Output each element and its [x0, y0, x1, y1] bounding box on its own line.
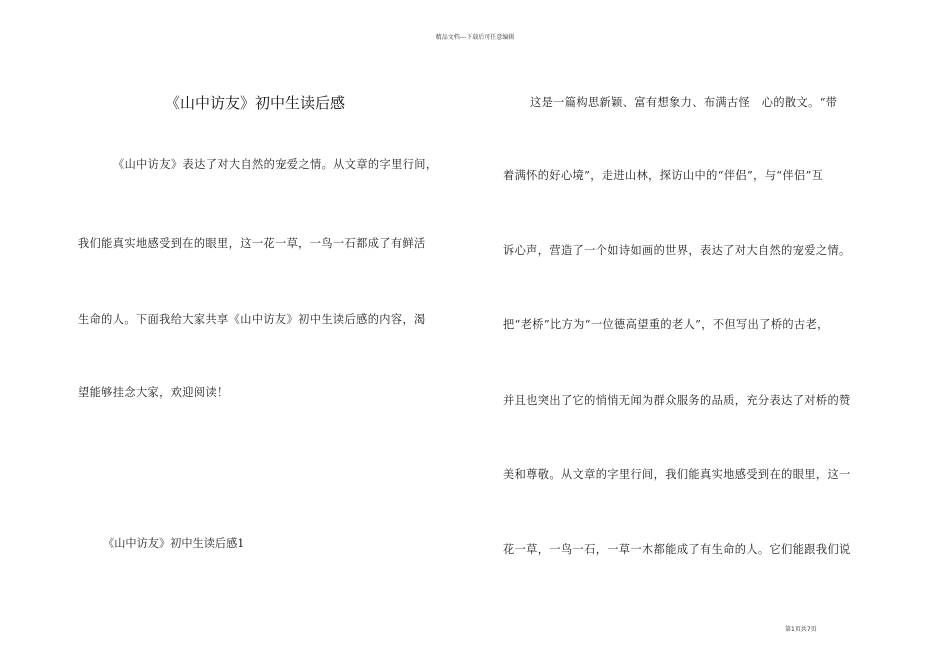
article-title: 《山中访友》初中生读后感	[165, 94, 346, 112]
page-number: 第1页共7页	[785, 626, 817, 633]
right-paragraph-line: 美和尊敬。从文章的字里行间，我们能真实地感受到在的眼里，这一	[503, 468, 851, 481]
right-paragraph-line: 并且也突出了它的悄悄无闻为群众服务的品质，充分表达了对桥的赞	[503, 394, 851, 407]
right-paragraph-line: 这是一篇构思新颖、富有想象力、布满古怪 心的散文。“带	[530, 96, 838, 109]
left-paragraph-line: 生命的人。下面我给大家共享《山中访友》初中生读后感的内容，渴	[78, 313, 426, 326]
left-paragraph-line: 我们能真实地感受到在的眼里，这一花一草，一鸟一石都成了有鲜活	[78, 237, 426, 250]
left-paragraph-line: 《山中访友》表达了对大自然的宠爱之情。从文章的字里行间，	[113, 158, 438, 171]
right-paragraph-line: 花一草，一鸟一石，一草一木都能成了有生命的人。它们能跟我们说	[503, 543, 851, 556]
right-paragraph-line: 着满怀的好心境”，走进山林，探访山中的“伴侣”，与“伴侣”互	[503, 169, 824, 182]
left-paragraph-line: 望能够挂念大家，欢迎阅读！	[78, 386, 229, 399]
right-paragraph-line: 把“老桥”比方为“一位德高望重的老人”，不但写出了桥的古老，	[503, 318, 829, 331]
section-subheading: 《山中访友》初中生读后感1	[103, 537, 245, 550]
right-paragraph-line: 诉心声，营造了一个如诗如画的世界，表达了对大自然的宠爱之情。	[503, 244, 851, 257]
page-header: 精品文档---下载后可任意编辑	[435, 34, 515, 41]
